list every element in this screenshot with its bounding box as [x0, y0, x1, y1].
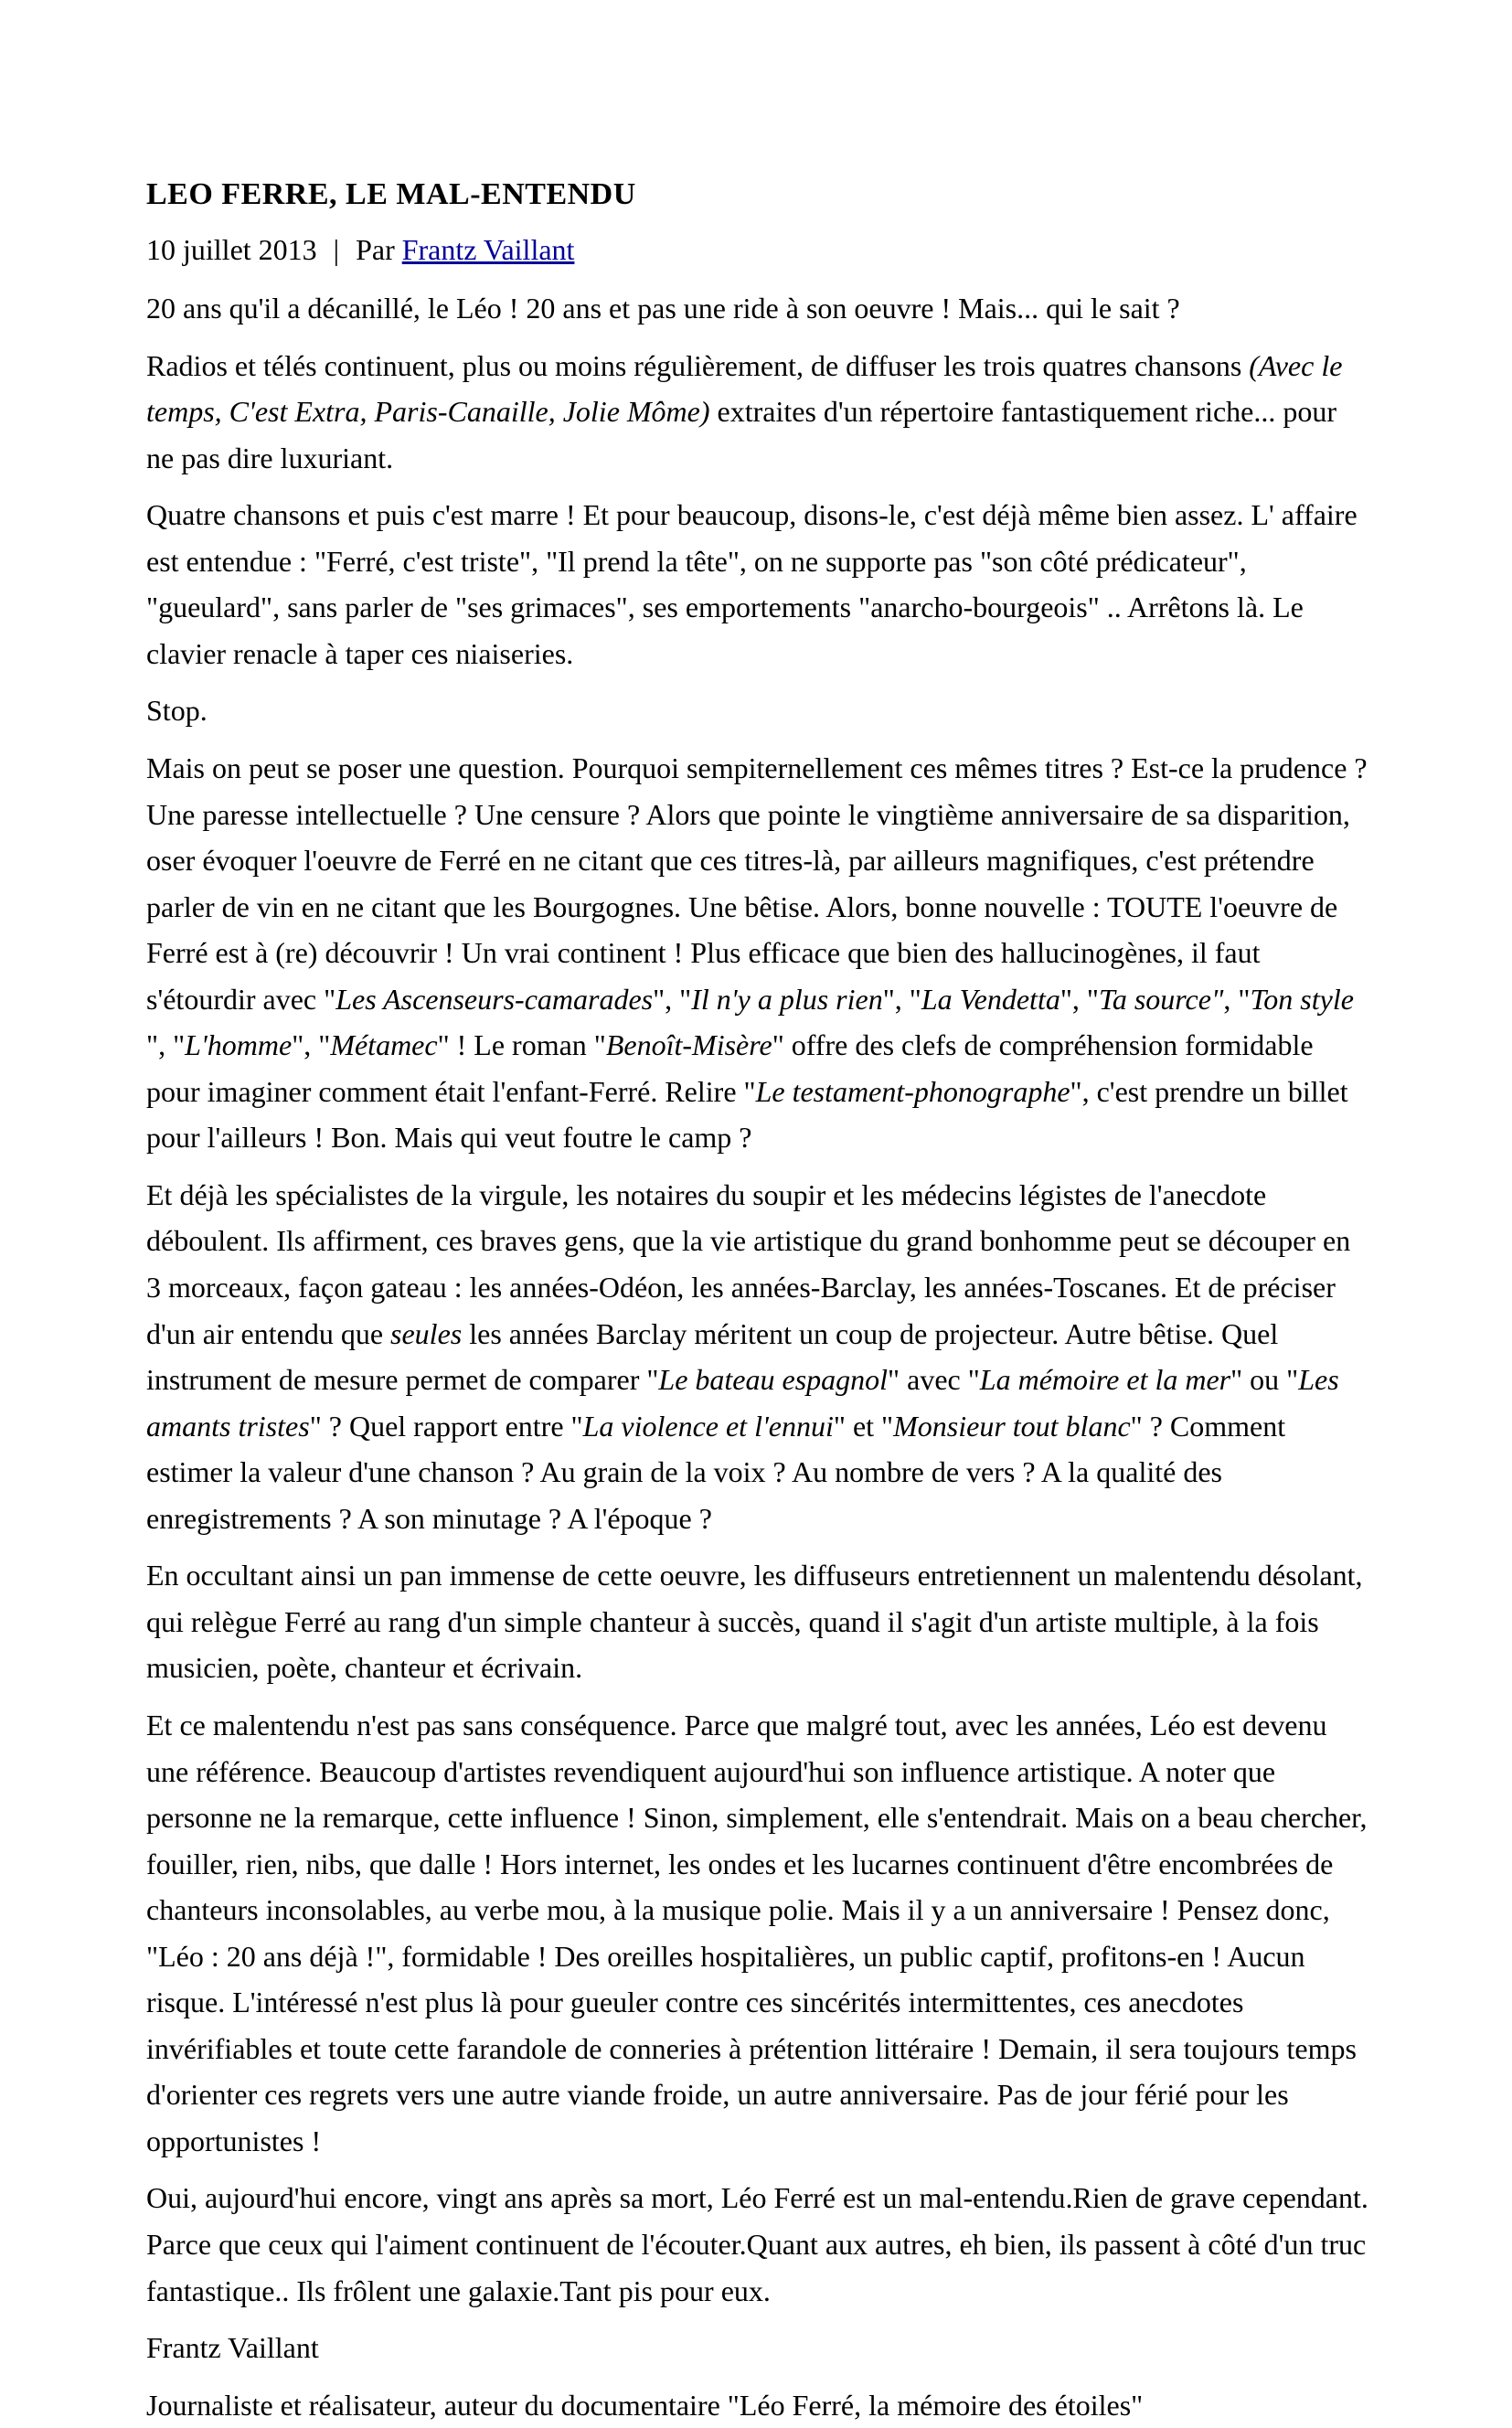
text-run: ", "	[882, 982, 921, 1016]
paragraph-2	[146, 343, 1370, 482]
text-run: extraites d'un répertoire fantastiquement riche... pour ne pas dire luxuriant.	[146, 395, 1337, 474]
italic-run: (Avec le temps, C'est Extra, Paris-Canaille, Jolie Môme)	[146, 348, 1343, 429]
byline	[146, 228, 1370, 273]
italic-run: Le testament-phonographe	[755, 1074, 1070, 1108]
italic-run: Benoît-Misère	[605, 1028, 772, 1062]
italic-run: Ton style	[1250, 982, 1354, 1016]
text-run: Journaliste et réalisateur, auteur du documentaire "Léo Ferré, la mémoire des étoiles"	[146, 2388, 1144, 2422]
italic-run: L'homme	[185, 1028, 293, 1062]
text-run: ", "	[653, 982, 692, 1016]
text-run: ", "	[1059, 982, 1099, 1016]
text-run: Radios et télés continuent, plus ou moins régulièrement, de diffuser les trois quatres chansons	[146, 348, 1250, 382]
italic-run: Le bateau espagnol	[658, 1363, 889, 1397]
paragraph-7	[146, 1552, 1370, 1691]
author-link[interactable]: Frantz Vaillant	[401, 232, 575, 266]
text-run: 20 ans qu'il a décanillé, le Léo ! 20 ans et pas une ride à son oeuvre ! Mais... qui le sait ?	[146, 292, 1180, 325]
paragraph-3	[146, 492, 1370, 676]
byline-prefix: Par	[356, 232, 395, 266]
text-run: Quatre chansons et puis c'est marre ! Et pour beaucoup, disons-le, c'est déjà même bien assez. L' affaire est entendue : "Ferré, c'est triste", "Il prend la tête", on ne supporte pas "son côté prédicateur", "gueulard", sans parler de "ses grimaces", ses emportements "anarcho-bourgeois" .. Arrêtons là. Le clavier renacle à taper ces niaiseries.	[146, 498, 1358, 670]
byline-separator: |	[333, 232, 340, 266]
paragraph-4	[146, 687, 1370, 734]
text-run: En occultant ainsi un pan immense de cette oeuvre, les diffuseurs entretiennent un malentendu désolant, qui relègue Ferré au rang d'un simple chanteur à succès, quand il s'agit d'un artiste multiple, à la fois musicien, poète, chanteur et écrivain.	[146, 1559, 1363, 1685]
article-body	[146, 285, 1370, 2428]
text-run: Oui, aujourd'hui encore, vingt ans après sa mort, Léo Ferré est un mal-entendu.Rien de grave cependant. Parce que ceux qui l'aiment continuent de l'écouter.Quant aux autres, eh bien, ils passent à côté d'un truc fantastique.. Ils frôlent une galaxie.Tant pis pour eux.	[146, 2181, 1368, 2307]
italic-run: Monsieur tout blanc	[893, 1409, 1131, 1443]
italic-run: La mémoire et la mer	[979, 1363, 1231, 1397]
paragraph-5	[146, 745, 1370, 1161]
text-run: Frantz Vaillant	[146, 2331, 319, 2365]
italic-run: Les Ascenseurs-camarades	[335, 982, 654, 1016]
text-run: Et ce malentendu n'est pas sans conséquence. Parce que malgré tout, avec les années, Léo est devenu une référence. Beaucoup d'artistes revendiquent aujourd'hui son influence artistique. A noter que personne ne la remarque, cette influence ! Sinon, simplement, elle s'entendrait. Mais on a beau chercher, fouiller, rien, nibs, que dalle ! Hors internet, les ondes et les lucarnes continuent d'être encombrées de chanteurs inconsolables, au verbe mou, à la musique polie. Mais il y a un anniversaire ! Pensez donc, "Léo : 20 ans déjà !", formidable ! Des oreilles hospitalières, un public captif, profitons-en ! Aucun risque. L'intéressé n'est plus là pour gueuler contre ces sincérités intermittentes, ces anecdotes invérifiables et toute cette farandole de conneries à prétention littéraire ! Demain, il sera toujours temps d'orienter ces regrets vers une autre viande froide, un autre anniversaire. Pas de jour férié pour les opportunistes !	[146, 1708, 1368, 2157]
text-run: " ou "	[1230, 1363, 1299, 1397]
paragraph-11	[146, 2382, 1370, 2428]
paragraph-1	[146, 285, 1370, 332]
text-run: Mais on peut se poser une question. Pourquoi sempiternellement ces mêmes titres ? Est-ce la prudence ? Une paresse intellectuelle ? Une censure ? Alors que pointe le vingtième anniversaire de sa disparition, oser évoquer l'oeuvre de Ferré en ne citant que ces titres-là, par ailleurs magnifiques, c'est prétendre parler de vin en ne citant que les Bourgognes. Une bêtise. Alors, bonne nouvelle : TOUTE l'oeuvre de Ferré est à (re) découvrir ! Un vrai continent ! Plus efficace que bien des hallucinogènes, il faut s'étourdir avec "	[146, 751, 1368, 1016]
text-run: ", c'est prendre un billet pour l'ailleurs ! Bon. Mais qui veut foutre le camp ?	[146, 1074, 1348, 1155]
text-run: " ? Quel rapport entre "	[309, 1409, 583, 1443]
italic-run: La violence et l'ennui	[582, 1409, 834, 1443]
text-run: ", "	[292, 1028, 331, 1062]
paragraph-10	[146, 2325, 1370, 2371]
paragraph-9	[146, 2175, 1370, 2314]
italic-run: Métamec	[330, 1028, 438, 1062]
text-run: les années Barclay méritent un coup de projecteur. Autre bêtise. Quel instrument de mesure permet de comparer "	[146, 1316, 1279, 1397]
italic-run: seules	[390, 1316, 463, 1350]
italic-run: La Vendetta	[921, 982, 1060, 1016]
publish-date: 10 juillet 2013	[146, 232, 317, 266]
article-title: LEO FERRE, LE MAL-ENTENDU	[146, 177, 636, 211]
paragraph-8	[146, 1702, 1370, 2164]
text-run: Stop.	[146, 694, 208, 728]
text-run: " ? Comment estimer la valeur d'une chanson ? Au grain de la voix ? Au nombre de vers ? A la qualité des enregistrements ? A son minutage ? A l'époque ?	[146, 1409, 1286, 1535]
text-run: " ! Le roman "	[437, 1028, 606, 1062]
text-run: " et "	[833, 1409, 894, 1443]
paragraph-6	[146, 1172, 1370, 1541]
italic-run: Il n'y a plus rien	[691, 982, 883, 1016]
text-run: Et déjà les spécialistes de la virgule, les notaires du soupir et les médecins légistes de l'anecdote déboulent. Ils affirment, ces braves gens, que la vie artistique du grand bonhomme peut se découper en 3 morceaux, façon gateau : les années-Odéon, les années-Barclay, les années-Toscanes. Et de préciser d'un air entendu que	[146, 1177, 1351, 1350]
text-run: " offre des clefs de compréhension formidable pour imaginer comment était l'enfant-Ferré. Relire "	[146, 1028, 1314, 1108]
italic-run: Les amants tristes	[146, 1363, 1339, 1443]
text-run: " avec "	[888, 1363, 980, 1397]
text-run: , "	[1223, 982, 1251, 1016]
italic-run: Ta source"	[1098, 982, 1224, 1016]
text-run: ", "	[146, 1028, 186, 1062]
